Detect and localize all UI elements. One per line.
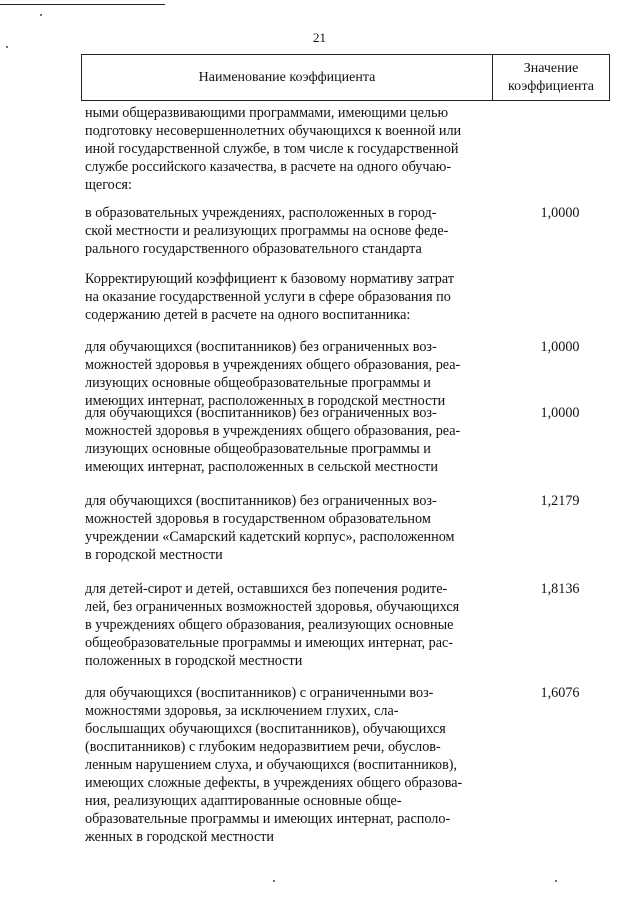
scan-speck bbox=[6, 46, 8, 48]
row-text: для обучающихся (воспитанников) с ограниченными воз- можностями здоровья, за исключением глухих, сла- бослышащих обучающихся (воспитанников), обучающихся (воспитанников) с глубоким недоразвитием речи, обуслов- ленным нарушением слуха, и обучающихся (воспитанников), имеющих сложные дефекты, в учреждениях общего образова- ния, реализующих адаптированные основные обще- образовательные программы и имеющих интернат, располо- женных в городской местности bbox=[85, 685, 463, 845]
row-text: в образовательных учреждениях, расположенных в город- ской местности и реализующих программы на основе феде- рального государственного образовательного стандарта bbox=[85, 205, 449, 257]
table-header-divider bbox=[81, 100, 610, 101]
row-value: 1,2179 bbox=[540, 493, 580, 509]
row-value: 1,0000 bbox=[540, 405, 580, 421]
column-header-value-line1: Значение bbox=[523, 60, 579, 76]
column-header-name: Наименование коэффициента bbox=[198, 69, 376, 85]
row-text: для обучающихся (воспитанников) без ограниченных воз- можностей здоровья в учреждениях общего образования, реа- лизующих основные общеобразовательные программы и имеющих интернат, расположенных в городской местности bbox=[85, 339, 461, 409]
row-value: 1,0000 bbox=[540, 205, 580, 221]
row-text: для обучающихся (воспитанников) без ограниченных воз- можностей здоровья в учреждениях общего образования, реа- лизующих основные общеобразовательные программы и имеющих интернат, расположенных в сельской местности bbox=[85, 405, 461, 475]
column-header-value-line2: коэффициента bbox=[508, 78, 594, 94]
row-text: для детей-сирот и детей, оставшихся без попечения родите- лей, без ограниченных возможностей здоровья, обучающихся в учреждениях общего образования, реализующих основные общеобразовательные программы и имеющих интернат, рас- положенных в городской местности bbox=[85, 581, 460, 669]
table-border-right bbox=[609, 54, 610, 101]
scan-speck bbox=[40, 14, 42, 16]
row-value: 1,6076 bbox=[540, 685, 580, 701]
column-header-value bbox=[493, 55, 609, 100]
row-value: 1,8136 bbox=[540, 581, 580, 597]
page-number: 21 bbox=[313, 30, 326, 45]
scan-border-line bbox=[0, 4, 165, 5]
row-text: для обучающихся (воспитанников) без ограниченных воз- можностей здоровья в государственном образовательном учреждении «Самарский кадетский корпус», расположенном в городской местности bbox=[85, 493, 455, 563]
row-text: ными общеразвивающими программами, имеющими целью подготовку несовершеннолетних обучающихся к военной или иной государственной службе, в том числе к государственной службе российского казачества, в расчете на одного обучаю- щегося: bbox=[85, 105, 462, 193]
row-value: 1,0000 bbox=[540, 339, 580, 355]
row-text: Корректирующий коэффициент к базовому нормативу затрат на оказание государственной услуги в сфере образования по содержанию детей в расчете на одного воспитанника: bbox=[85, 271, 455, 323]
